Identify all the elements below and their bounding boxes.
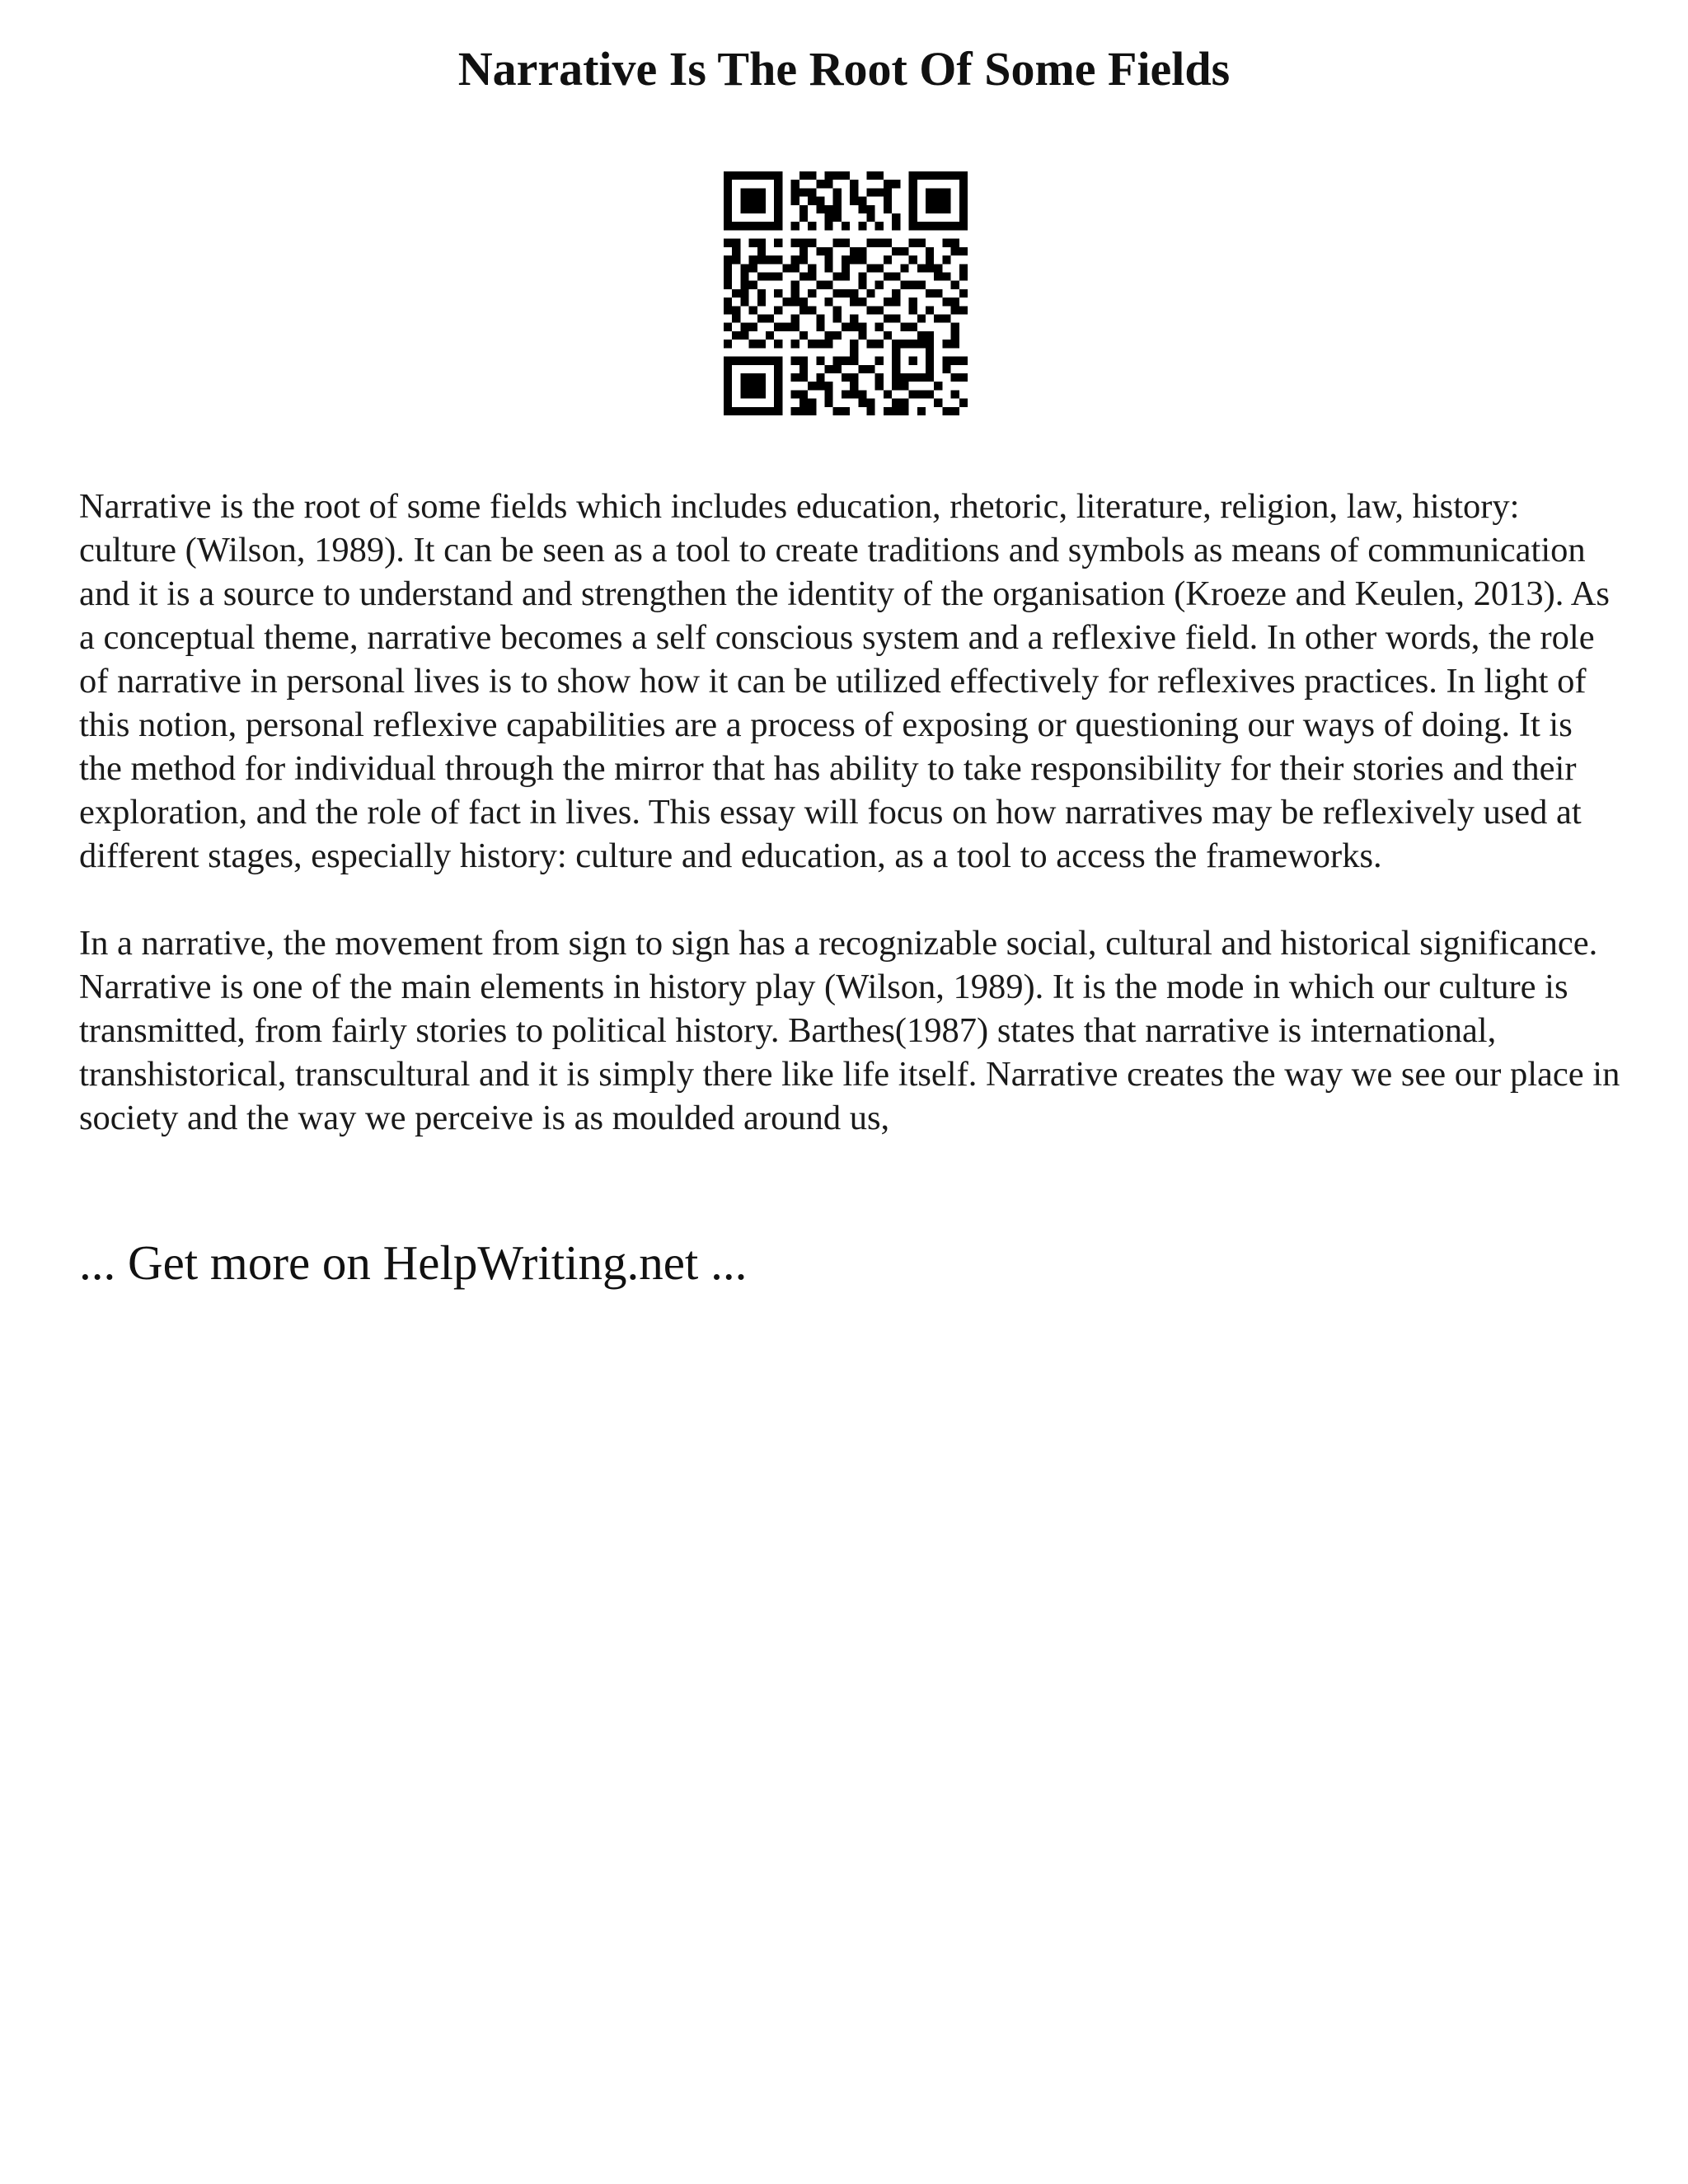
- qr-code-icon: [724, 171, 968, 415]
- document-body: [79, 485, 1620, 1183]
- body-paragraph-1: Narrative is the root of some fields which includes education, rhetoric, literature, religion, law, history: culture (Wilson, 1989). It can be seen as a tool to create traditions and symbols as means of communication and it is a source to understand and strengthen the identity of the organisation (Kroeze and Keulen, 2013). As a conceptual theme, narrative becomes a self conscious system and a reflexive field. In other words, the role of narrative in personal lives is to show how it can be utilized effectively for reflexives practices. In light of this notion, personal reflexive capabilities are a process of exposing or questioning our ways of doing. It is the method for individual through the mirror that has ability to take responsibility for their stories and their exploration, and the role of fact in lives. This essay will focus on how narratives may be reflexively used at different stages, especially history: culture and education, as a tool to access the frameworks.: [79, 487, 1610, 875]
- body-paragraph-2: In a narrative, the movement from sign to sign has a recognizable social, cultural and historical significance. Narrative is one of the main elements in history play (Wilson, 1989). It is the mode in which our culture is transmitted, from fairly stories to political history. Barthes(1987) states that narrative is international, transhistorical, transcultural and it is simply there like life itself. Narrative creates the way we see our place in society and the way we perceive is as moulded around us,: [79, 924, 1620, 1137]
- get-more-link[interactable]: ... Get more on HelpWriting.net ...: [79, 1235, 748, 1290]
- document-title: Narrative Is The Root Of Some Fields: [457, 42, 1231, 96]
